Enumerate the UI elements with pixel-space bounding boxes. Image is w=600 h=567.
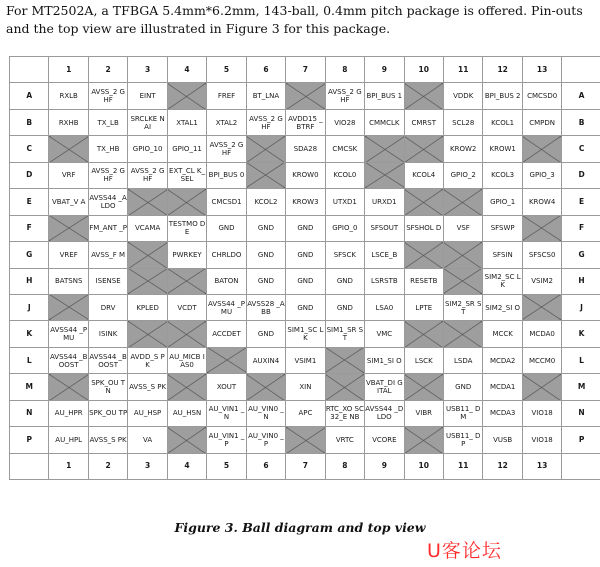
row-header: E [562, 189, 600, 215]
unpopulated-ball-cell [522, 294, 561, 320]
unpopulated-ball-cell [404, 374, 443, 400]
ball-cell: LSA0 [365, 294, 404, 320]
ball-cell: SIM1_SR ST [325, 321, 364, 347]
ball-cell: LPTE [404, 294, 443, 320]
unpopulated-ball-cell [404, 83, 443, 109]
ball-cell: GPIO_0 [325, 215, 364, 241]
unpopulated-ball-cell [443, 268, 482, 294]
ball-cell: SFSCS0 [522, 242, 561, 268]
row-header: A [10, 83, 49, 109]
ball-cell: SFSHOL D [404, 215, 443, 241]
ball-row [10, 215, 600, 241]
unpopulated-ball-cell [49, 215, 88, 241]
ball-cell: VRTC [325, 427, 364, 453]
ball-cell: SIM2_SC LK [483, 268, 522, 294]
column-header: 5 [207, 57, 246, 83]
ball-cell: LSCE_B [365, 242, 404, 268]
unpopulated-ball-cell [404, 321, 443, 347]
ball-cell: GND [246, 242, 285, 268]
unpopulated-ball-cell [246, 374, 285, 400]
unpopulated-ball-cell [167, 374, 206, 400]
column-header: 7 [286, 453, 325, 479]
ball-cell: AVSS44 _BOOST [88, 347, 127, 373]
ball-cell: SIM2_SI O [483, 294, 522, 320]
ball-cell: AU_HSN [167, 400, 206, 426]
row-header: M [562, 374, 600, 400]
unpopulated-ball-cell [522, 136, 561, 162]
row-header: E [10, 189, 49, 215]
row-header: D [10, 162, 49, 188]
ball-cell: KROW4 [522, 189, 561, 215]
unpopulated-ball-cell [286, 427, 325, 453]
column-header: 10 [404, 57, 443, 83]
unpopulated-ball-cell [167, 321, 206, 347]
row-header: D [562, 162, 600, 188]
column-header: 4 [167, 57, 206, 83]
row-header: P [10, 427, 49, 453]
ball-cell: AU_HSP [128, 400, 167, 426]
row-header: P [562, 427, 600, 453]
ball-cell: AVSS_2 GHF [88, 162, 127, 188]
ball-cell: ISENSE [88, 268, 127, 294]
ball-cell: MCDA2 [483, 347, 522, 373]
unpopulated-ball-cell [325, 374, 364, 400]
row-header: F [10, 215, 49, 241]
ball-cell: SRCLKE NAI [128, 109, 167, 135]
ball-cell: GND [286, 215, 325, 241]
row-header: G [562, 242, 600, 268]
column-header: 2 [88, 453, 127, 479]
unpopulated-ball-cell [49, 374, 88, 400]
ball-row [10, 268, 600, 294]
ball-cell: AU_HPR [49, 400, 88, 426]
ball-cell: SFSOUT [365, 215, 404, 241]
row-header: H [10, 268, 49, 294]
unpopulated-ball-cell [167, 83, 206, 109]
column-header: 12 [483, 57, 522, 83]
ball-cell: BPI_BUS 0 [207, 162, 246, 188]
ball-cell: AUXIN4 [246, 347, 285, 373]
column-header: 5 [207, 453, 246, 479]
ball-cell: USB11_ DM [443, 400, 482, 426]
ball-cell: SFSWP [483, 215, 522, 241]
ball-cell: SCL28 [443, 109, 482, 135]
unpopulated-ball-cell [128, 268, 167, 294]
row-header: K [562, 321, 600, 347]
ball-cell: AU_MICB IAS0 [167, 347, 206, 373]
ball-cell: AVSS_2 GHF [88, 83, 127, 109]
ball-cell: BATSNS [49, 268, 88, 294]
ball-cell: VREF [49, 242, 88, 268]
ball-cell: AVSS_2 GHF [128, 162, 167, 188]
ball-cell: MCCK [483, 321, 522, 347]
ball-cell: AVSS_2 GHF [246, 109, 285, 135]
ball-cell: FM_ANT _P [88, 215, 127, 241]
row-header: F [562, 215, 600, 241]
row-header: G [10, 242, 49, 268]
ball-cell: KPLED [128, 294, 167, 320]
unpopulated-ball-cell [404, 427, 443, 453]
ball-cell: ISINK [88, 321, 127, 347]
ball-cell: DRV [88, 294, 127, 320]
ball-cell: CMCSD0 [522, 83, 561, 109]
unpopulated-ball-cell [49, 294, 88, 320]
ball-row [10, 189, 600, 215]
column-header: 8 [325, 57, 364, 83]
intro-paragraph: For MT2502A, a TFBGA 5.4mm*6.2mm, 143-ball, 0.4mm pitch package is offered. Pin-outs and the top view are illustrated in Figure 3 for this package. [6, 3, 583, 36]
ball-cell: SIM2_SR ST [443, 294, 482, 320]
ball-cell: VIO18 [522, 400, 561, 426]
unpopulated-ball-cell [167, 268, 206, 294]
ball-cell: GPIO_10 [128, 136, 167, 162]
ball-cell: UTXD1 [325, 189, 364, 215]
ball-row [10, 109, 600, 135]
ball-cell: VA [128, 427, 167, 453]
row-header: B [10, 109, 49, 135]
unpopulated-ball-cell [522, 215, 561, 241]
unpopulated-ball-cell [443, 321, 482, 347]
figure-caption: Figure 3. Ball diagram and top view [174, 520, 426, 535]
row-header: C [10, 136, 49, 162]
ball-cell: AVSS_S PK [88, 427, 127, 453]
unpopulated-ball-cell [522, 374, 561, 400]
column-header: 6 [246, 453, 285, 479]
unpopulated-ball-cell [443, 242, 482, 268]
ball-cell: AVSS_2 GHF [207, 136, 246, 162]
ball-cell: RESETB [404, 268, 443, 294]
ball-cell: RXLB [49, 83, 88, 109]
ball-cell: APC [286, 400, 325, 426]
ball-cell: XTAL1 [167, 109, 206, 135]
row-header: J [562, 294, 600, 320]
corner-cell [562, 57, 600, 83]
ball-cell: VDDK [443, 83, 482, 109]
column-header: 8 [325, 453, 364, 479]
ball-cell: VIO18 [522, 427, 561, 453]
ball-cell: VSF [443, 215, 482, 241]
ball-cell: AVSS_F M [88, 242, 127, 268]
ball-row [10, 374, 600, 400]
ball-cell: GPIO_2 [443, 162, 482, 188]
ball-cell: LSCK [404, 347, 443, 373]
unpopulated-ball-cell [49, 136, 88, 162]
ball-diagram-table [9, 56, 600, 480]
column-header: 13 [522, 57, 561, 83]
ball-cell: AVSS44 _ALDO [88, 189, 127, 215]
ball-cell: VBAT_DI GITAL [365, 374, 404, 400]
ball-cell: AVSS44 _BOOST [49, 347, 88, 373]
column-header: 4 [167, 453, 206, 479]
row-header: M [10, 374, 49, 400]
ball-cell: CMCSD1 [207, 189, 246, 215]
ball-cell: MCDA3 [483, 400, 522, 426]
ball-cell: LSDA [443, 347, 482, 373]
unpopulated-ball-cell [365, 162, 404, 188]
ball-cell: KCOL3 [483, 162, 522, 188]
column-header: 9 [365, 57, 404, 83]
ball-cell: TX_HB [88, 136, 127, 162]
row-header: A [562, 83, 600, 109]
ball-cell: BT_LNA [246, 83, 285, 109]
unpopulated-ball-cell [365, 136, 404, 162]
ball-cell: FREF [207, 83, 246, 109]
ball-cell: KCOL1 [483, 109, 522, 135]
ball-cell: CMRST [404, 109, 443, 135]
ball-cell: EINT [128, 83, 167, 109]
ball-cell: CHRLDO [207, 242, 246, 268]
ball-cell: AVDD_S PK [128, 347, 167, 373]
column-header: 9 [365, 453, 404, 479]
ball-cell: RXHB [49, 109, 88, 135]
row-header: J [10, 294, 49, 320]
row-header: N [10, 400, 49, 426]
ball-cell: AU_VIN1 _P [207, 427, 246, 453]
ball-cell: GND [286, 242, 325, 268]
ball-row [10, 136, 600, 162]
ball-cell: VRF [49, 162, 88, 188]
row-header: H [562, 268, 600, 294]
ball-cell: GND [207, 215, 246, 241]
ball-cell: RTC_XO SC32_E NB [325, 400, 364, 426]
unpopulated-ball-cell [128, 242, 167, 268]
row-header: B [562, 109, 600, 135]
column-header: 12 [483, 453, 522, 479]
ball-cell: AVSS44 _DLDO [365, 400, 404, 426]
ball-cell: KROW1 [483, 136, 522, 162]
ball-cell: VSIM2 [522, 268, 561, 294]
ball-cell: BPI_BUS 1 [365, 83, 404, 109]
unpopulated-ball-cell [404, 242, 443, 268]
unpopulated-ball-cell [167, 427, 206, 453]
ball-cell: XIN [286, 374, 325, 400]
ball-cell: KCOL2 [246, 189, 285, 215]
ball-cell: BATON [207, 268, 246, 294]
ball-cell: KROW3 [286, 189, 325, 215]
ball-cell: CMMCLK [365, 109, 404, 135]
column-header: 11 [443, 57, 482, 83]
ball-cell: AVSS44 _PMU [49, 321, 88, 347]
ball-cell: GND [286, 294, 325, 320]
ball-cell: MCDA0 [522, 321, 561, 347]
unpopulated-ball-cell [207, 347, 246, 373]
column-header: 10 [404, 453, 443, 479]
column-header: 6 [246, 57, 285, 83]
ball-cell: TESTMO DE [167, 215, 206, 241]
ball-cell: AU_VIN1 _N [207, 400, 246, 426]
bottom-column-header-row [10, 453, 600, 479]
ball-cell: VIO28 [325, 109, 364, 135]
ball-cell: SDA28 [286, 136, 325, 162]
corner-cell [10, 57, 49, 83]
unpopulated-ball-cell [443, 189, 482, 215]
ball-cell: BPI_BUS 2 [483, 83, 522, 109]
row-header: K [10, 321, 49, 347]
ball-cell: SIM1_SI O [365, 347, 404, 373]
column-header: 3 [128, 453, 167, 479]
ball-cell: SIM1_SC LK [286, 321, 325, 347]
ball-cell: GPIO_1 [483, 189, 522, 215]
ball-cell: VBAT_V A [49, 189, 88, 215]
column-header: 2 [88, 57, 127, 83]
ball-row [10, 162, 600, 188]
ball-cell: KCOL0 [325, 162, 364, 188]
ball-cell: TX_LB [88, 109, 127, 135]
ball-cell: GND [286, 268, 325, 294]
corner-cell [562, 453, 600, 479]
unpopulated-ball-cell [246, 162, 285, 188]
ball-cell: GND [443, 374, 482, 400]
unpopulated-ball-cell [404, 189, 443, 215]
column-header: 11 [443, 453, 482, 479]
ball-cell: GND [246, 321, 285, 347]
ball-cell: AVSS_2 GHF [325, 83, 364, 109]
column-header: 7 [286, 57, 325, 83]
column-header: 1 [49, 57, 88, 83]
unpopulated-ball-cell [167, 189, 206, 215]
ball-cell: VUSB [483, 427, 522, 453]
ball-cell: AVSS44 _PMU [207, 294, 246, 320]
unpopulated-ball-cell [404, 136, 443, 162]
ball-row [10, 242, 600, 268]
ball-cell: GND [325, 268, 364, 294]
ball-cell: VCAMA [128, 215, 167, 241]
column-header: 1 [49, 453, 88, 479]
ball-cell: XOUT [207, 374, 246, 400]
ball-cell: EXT_CL K_SEL [167, 162, 206, 188]
unpopulated-ball-cell [128, 189, 167, 215]
watermark: U客论坛 [427, 540, 502, 562]
ball-cell: SFSIN [483, 242, 522, 268]
ball-cell: MCDA1 [483, 374, 522, 400]
ball-cell: SFSCK [325, 242, 364, 268]
ball-row [10, 321, 600, 347]
ball-row [10, 347, 600, 373]
ball-row [10, 427, 600, 453]
ball-row [10, 294, 600, 320]
ball-cell: CMPDN [522, 109, 561, 135]
ball-cell: VCDT [167, 294, 206, 320]
ball-cell: GND [246, 268, 285, 294]
unpopulated-ball-cell [128, 321, 167, 347]
ball-cell: VCORE [365, 427, 404, 453]
row-header: L [10, 347, 49, 373]
ball-cell: SPK_OU TP [88, 400, 127, 426]
ball-cell: GND [325, 294, 364, 320]
ball-cell: KROW0 [286, 162, 325, 188]
ball-row [10, 400, 600, 426]
ball-cell: XTAL2 [207, 109, 246, 135]
ball-cell: VIBR [404, 400, 443, 426]
ball-cell: SPK_OU TN [88, 374, 127, 400]
ball-cell: AU_VIN0 _P [246, 427, 285, 453]
ball-cell: AU_HPL [49, 427, 88, 453]
column-header: 13 [522, 453, 561, 479]
ball-row [10, 83, 600, 109]
ball-cell: GPIO_3 [522, 162, 561, 188]
top-column-header-row [10, 57, 600, 83]
ball-cell: MCCM0 [522, 347, 561, 373]
ball-cell: AU_VIN0 _N [246, 400, 285, 426]
column-header: 3 [128, 57, 167, 83]
ball-cell: VMC [365, 321, 404, 347]
ball-cell: VSIM1 [286, 347, 325, 373]
ball-cell: USB11_ DP [443, 427, 482, 453]
ball-cell: AVSS28 _ABB [246, 294, 285, 320]
unpopulated-ball-cell [325, 347, 364, 373]
ball-cell: CMCSK [325, 136, 364, 162]
ball-cell: ACCDET [207, 321, 246, 347]
corner-cell [10, 453, 49, 479]
unpopulated-ball-cell [286, 83, 325, 109]
ball-cell: KROW2 [443, 136, 482, 162]
ball-cell: GPIO_11 [167, 136, 206, 162]
row-header: C [562, 136, 600, 162]
ball-cell: AVDD15 _BTRF [286, 109, 325, 135]
ball-cell: KCOL4 [404, 162, 443, 188]
unpopulated-ball-cell [246, 136, 285, 162]
ball-cell: GND [246, 215, 285, 241]
ball-cell: URXD1 [365, 189, 404, 215]
ball-cell: AVSS_S PK [128, 374, 167, 400]
row-header: L [562, 347, 600, 373]
row-header: N [562, 400, 600, 426]
ball-cell: LSRSTB [365, 268, 404, 294]
ball-cell: PWRKEY [167, 242, 206, 268]
